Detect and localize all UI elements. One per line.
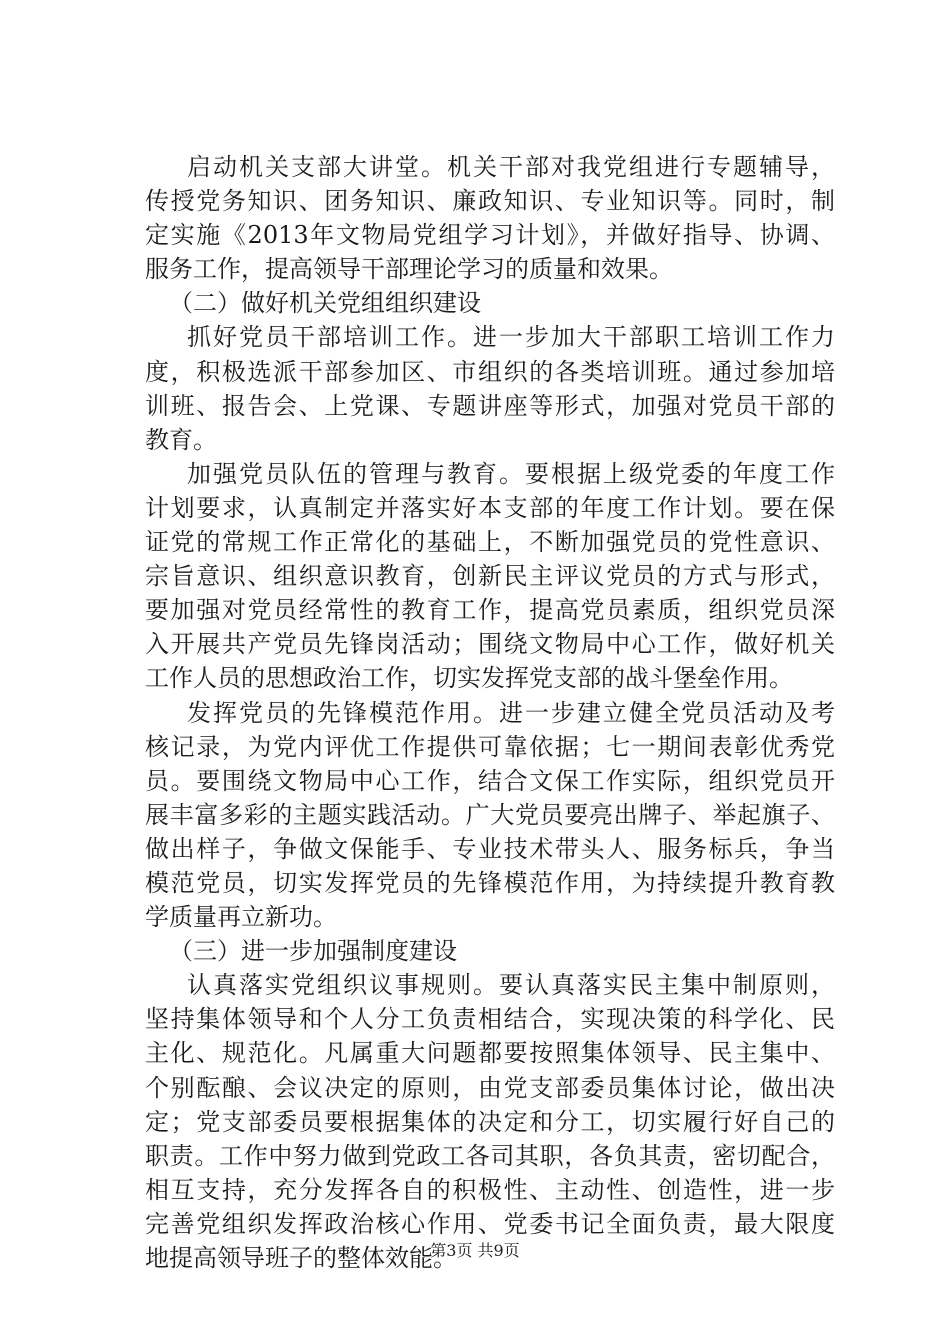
paragraph-line: 认真落实党组织议事规则。要认真落实民主集中制原则， xyxy=(187,971,835,1000)
paragraph-line: 教育。 xyxy=(145,425,217,454)
paragraph-line: 完善党组织发挥政治核心作用、党委书记全面负责，最大限度 xyxy=(145,1209,835,1238)
paragraph-line: 入开展共产党员先锋岗活动；围绕文物局中心工作，做好机关 xyxy=(145,630,835,659)
paragraph-line: 做出样子，争做文保能手、专业技术带头人、服务标兵，争当 xyxy=(145,834,835,863)
paragraph-line: 要加强对党员经常性的教育工作，提高党员素质，组织党员深 xyxy=(145,596,835,625)
paragraph-line: 计划要求，认真制定并落实好本支部的年度工作计划。要在保 xyxy=(145,493,835,522)
paragraph-line: 展丰富多彩的主题实践活动。广大党员要亮出牌子、举起旗子、 xyxy=(145,800,835,829)
paragraph-line: 职责。工作中努力做到党政工各司其职，各负其责，密切配合， xyxy=(145,1141,835,1170)
paragraph-line: 服务工作，提高领导干部理论学习的质量和效果。 xyxy=(145,255,673,284)
paragraph-line: 发挥党员的先锋模范作用。进一步建立健全党员活动及考 xyxy=(187,698,835,727)
paragraph-line: 相互支持，充分发挥各自的积极性、主动性、创造性，进一步 xyxy=(145,1175,835,1204)
paragraph-line: 度，积极选派干部参加区、市组织的各类培训班。通过参加培 xyxy=(145,357,835,386)
paragraph-line: 启动机关支部大讲堂。机关干部对我党组进行专题辅导， xyxy=(187,153,835,181)
document-body xyxy=(145,150,835,1275)
paragraph-line: 证党的常规工作正常化的基础上，不断加强党员的党性意识、 xyxy=(145,528,835,557)
page-footer: 第3页 共9页 xyxy=(430,1241,520,1260)
paragraph-line: 员。要围绕文物局中心工作，结合文保工作实际，组织党员开 xyxy=(145,766,835,795)
section-heading: （三）进一步加强制度建设 xyxy=(169,937,457,966)
paragraph-line: 定实施《2013年文物局党组学习计划》，并做好指导、协调、 xyxy=(145,221,835,250)
paragraph-line: 学质量再立新功。 xyxy=(145,903,337,932)
section-heading: （二）做好机关党组组织建设 xyxy=(169,289,481,318)
paragraph-line: 传授党务知识、团务知识、廉政知识、专业知识等。同时，制 xyxy=(145,187,835,216)
paragraph-line: 个别酝酿、会议决定的原则，由党支部委员集体讨论，做出决 xyxy=(145,1073,835,1102)
paragraph-line: 加强党员队伍的管理与教育。要根据上级党委的年度工作 xyxy=(187,459,835,488)
paragraph-line: 主化、规范化。凡属重大问题都要按照集体领导、民主集中、 xyxy=(145,1039,835,1068)
paragraph-line: 坚持集体领导和个人分工负责相结合，实现决策的科学化、民 xyxy=(145,1005,835,1034)
paragraph-line: 定；党支部委员要根据集体的决定和分工，切实履行好自己的 xyxy=(145,1107,835,1136)
paragraph-line: 地提高领导班子的整体效能。 xyxy=(145,1244,457,1272)
paragraph-line: 训班、报告会、上党课、专题讲座等形式，加强对党员干部的 xyxy=(145,391,835,420)
paragraph-line: 工作人员的思想政治工作，切实发挥党支部的战斗堡垒作用。 xyxy=(145,664,793,693)
paragraph-line: 宗旨意识、组织意识教育，创新民主评议党员的方式与形式， xyxy=(145,562,835,591)
paragraph-line: 模范党员，切实发挥党员的先锋模范作用，为持续提升教育教 xyxy=(145,868,835,897)
paragraph-line: 核记录，为党内评优工作提供可靠依据；七一期间表彰优秀党 xyxy=(145,732,835,761)
paragraph-line: 抓好党员干部培训工作。进一步加大干部职工培训工作力 xyxy=(187,323,835,352)
